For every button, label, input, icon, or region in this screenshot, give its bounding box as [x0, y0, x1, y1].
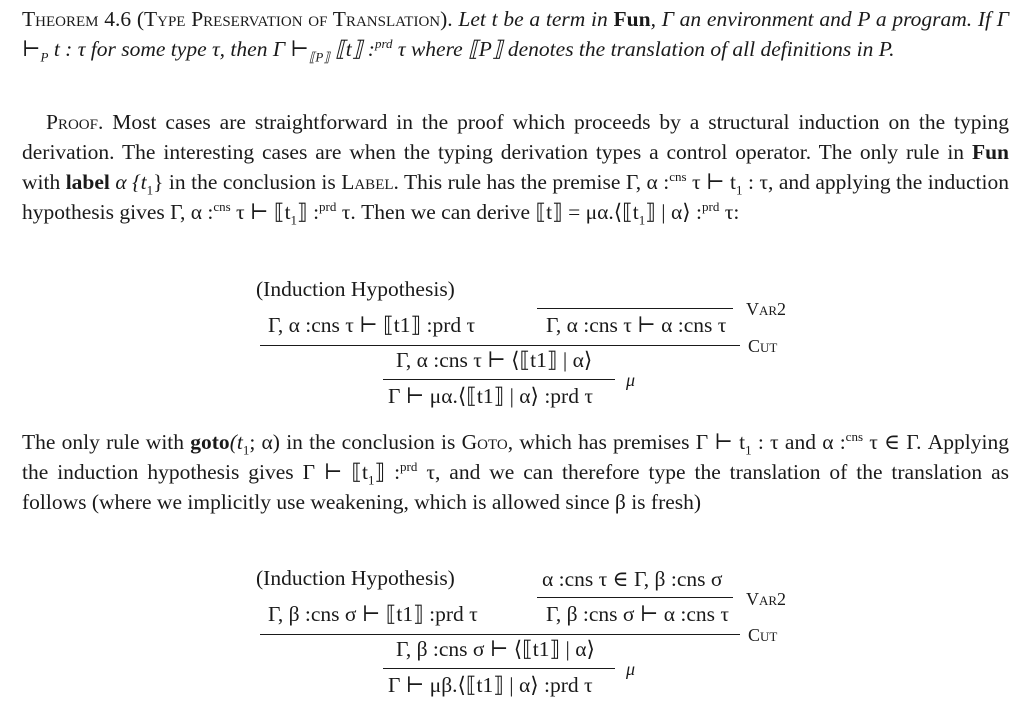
theorem-statement: Theorem 4.6 (Type Preservation of Translation). Let t be a term in Fun, Γ an environment and P a program. If Γ $⊢_P$ t : τ for some type τ, then Γ $⊢_{⟦P⟧}$ ⟦t⟧ :$^{prd}$ τ where ⟦P⟧ denotes the translation of all definitions in P.	[22, 7, 1010, 65]
tree1-middle: Γ, α :cns τ ⊢ ⟨⟦t1⟧ | α⟩	[396, 348, 593, 372]
tree2-var-rule: Var2	[746, 589, 787, 609]
proof-heading: Proof.	[46, 110, 104, 134]
tree1-left-premise: Γ, α :cns τ ⊢ ⟦t1⟧ :prd τ	[268, 313, 476, 337]
tree2-var-bar	[537, 597, 733, 598]
tree2-right-top: α :cns τ ∈ Γ, β :cns σ	[542, 567, 723, 591]
tree2-cut-rule: Cut	[748, 625, 778, 645]
tree1-var-rule: Var2	[746, 299, 787, 319]
tree2-left-premise: Γ, β :cns σ ⊢ ⟦t1⟧ :prd τ	[268, 602, 478, 626]
theorem-heading: Theorem 4.6 (Type Preservation of Translation).	[22, 7, 453, 31]
tree2-cut-bar	[260, 634, 740, 635]
tree1-ih-label: (Induction Hypothesis)	[256, 277, 455, 301]
tree1-cut-rule: Cut	[748, 336, 778, 356]
tree2-middle: Γ, β :cns σ ⊢ ⟨⟦t1⟧ | α⟩	[396, 637, 595, 661]
tree1-right-premise: Γ, α :cns τ ⊢ α :cns τ	[546, 313, 727, 337]
tree2-mu-bar	[383, 668, 615, 669]
tree2-conclusion: Γ ⊢ μβ.⟨⟦t1⟧ | α⟩ :prd τ	[388, 673, 593, 697]
tree1-conclusion: Γ ⊢ μα.⟨⟦t1⟧ | α⟩ :prd τ	[388, 384, 593, 408]
tree2-ih-label: (Induction Hypothesis)	[256, 566, 455, 590]
tree1-mu-rule: μ	[626, 370, 636, 390]
proof-paragraph: Proof. Most cases are straightforward in the proof which proceeds by a structural induction on the typing derivation. The interesting cases are when the typing derivation types a control operator. The only rule in Fun with label α $\{t_1\}$ in the conclusion is Label. This rule has the premise Γ, α :$^{cns}$ τ ⊢ $t_1$ : τ, and applying the induction hypothesis gives Γ, α :$^{cns}$ τ ⊢ $⟦t_1⟧$ :$^{prd}$ τ. Then we can derive ⟦t⟧ = $\mu\alpha.⟨⟦t_1⟧$ | α⟩ :$^{prd}$ τ:	[22, 110, 1009, 228]
tree2-mu-rule: μ	[626, 659, 636, 679]
goto-paragraph: The only rule with $goto(t_1$; α) in the conclusion is Goto, which has premises Γ ⊢ $t_1$ : τ and α :$^{cns}$ τ ∈ Γ. Applying the induction hypothesis gives Γ ⊢ $⟦t_1⟧$ :$^{prd}$ τ, and we can therefore type the translation of the translation as follows (where we implicitly use weakening, which is allowed since β is fresh)	[22, 428, 1010, 514]
tree2-right-premise: Γ, β :cns σ ⊢ α :cns τ	[546, 602, 730, 626]
